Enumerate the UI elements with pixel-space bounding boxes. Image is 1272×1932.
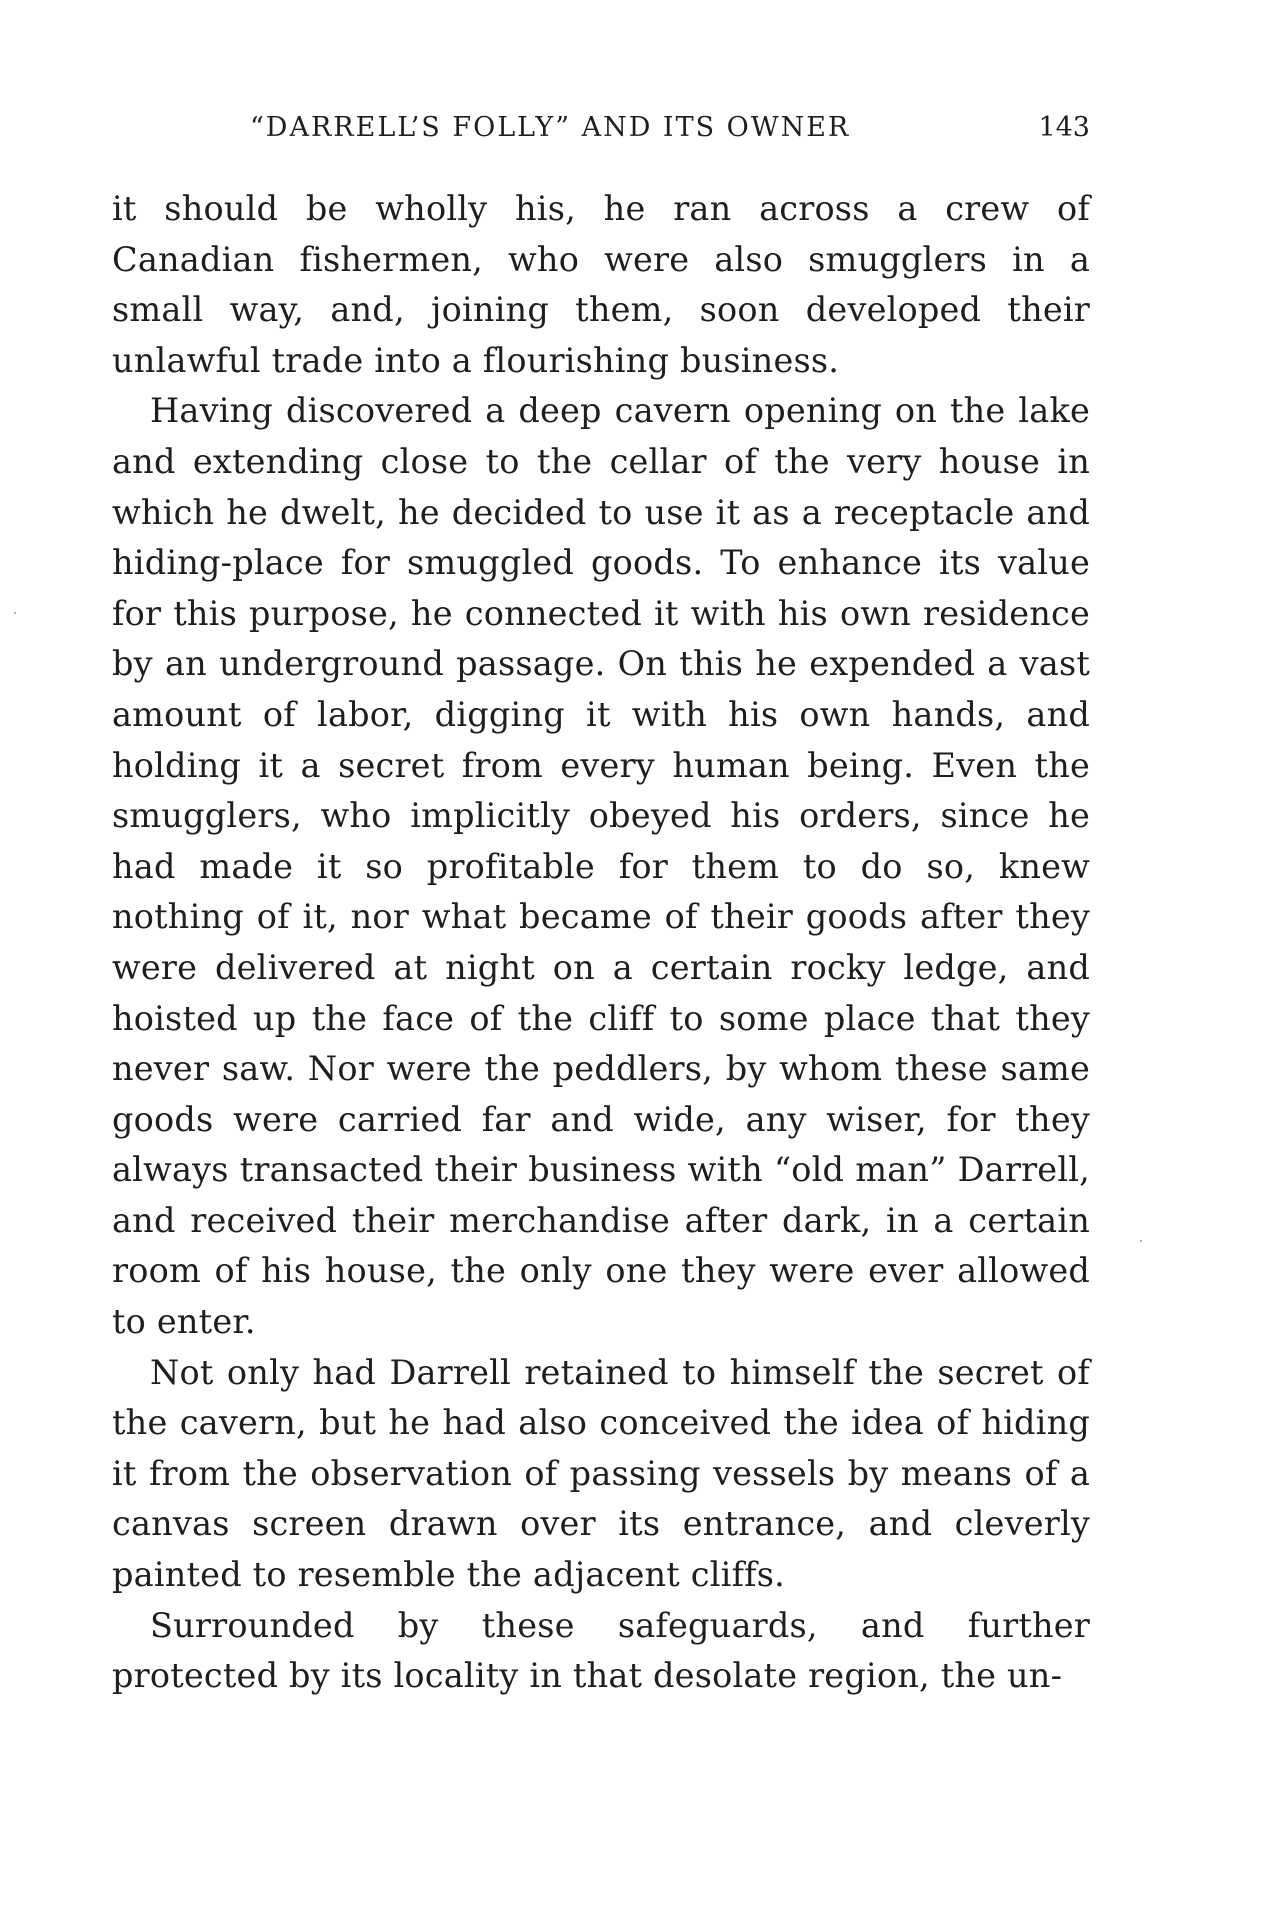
paper-speck	[1140, 1240, 1142, 1242]
chapter-title: “DARRELL’S FOLLY” AND ITS OWNER	[250, 112, 851, 143]
paragraph-4: Surrounded by these safeguards, and further protected by its locality in that desolate region, the un-	[112, 1605, 1090, 1696]
paragraph-2: Having discovered a deep cavern opening on the lake and extending close to the cellar of the very house in which he dwelt, he decided to use it as a receptacle and hiding-place for smuggled goods. To enhance its value for this purpose, he connected it with his own residence by an underground passage. On this he expended a vast amount of labor, digging it with his own hands, and holding it a secret from every human being. Even the smugglers, who implicitly obeyed his orders, since he had made it so profitable for them to do so, knew nothing of it, nor what became of their goods after they were delivered at night on a certain rocky ledge, and hoisted up the face of the cliff to some place that they never saw. Nor were the peddlers, by whom these same goods were carried far and wide, any wiser, for they always transacted their business with “old man” Darrell, and received their merchandise after dark, in a certain room of his house, the only one they were ever allowed to enter.	[112, 391, 1090, 1342]
paragraph-3: Not only had Darrell retained to himself the secret of the cavern, but he had also conceived the idea of hiding it from the observation of passing vessels by means of a canvas screen drawn over its entrance, and cleverly painted to resemble the adjacent cliffs.	[112, 1352, 1090, 1595]
paper-speck	[14, 612, 16, 614]
running-header	[250, 112, 1090, 152]
paragraph-1: it should be wholly his, he ran across a crew of Canadian fishermen, who were also smugglers in a small way, and, joining them, soon developed their unlawful trade into a flourishing business.	[112, 189, 1090, 380]
body-text	[112, 184, 1090, 1702]
page-number: 143	[1038, 112, 1090, 143]
